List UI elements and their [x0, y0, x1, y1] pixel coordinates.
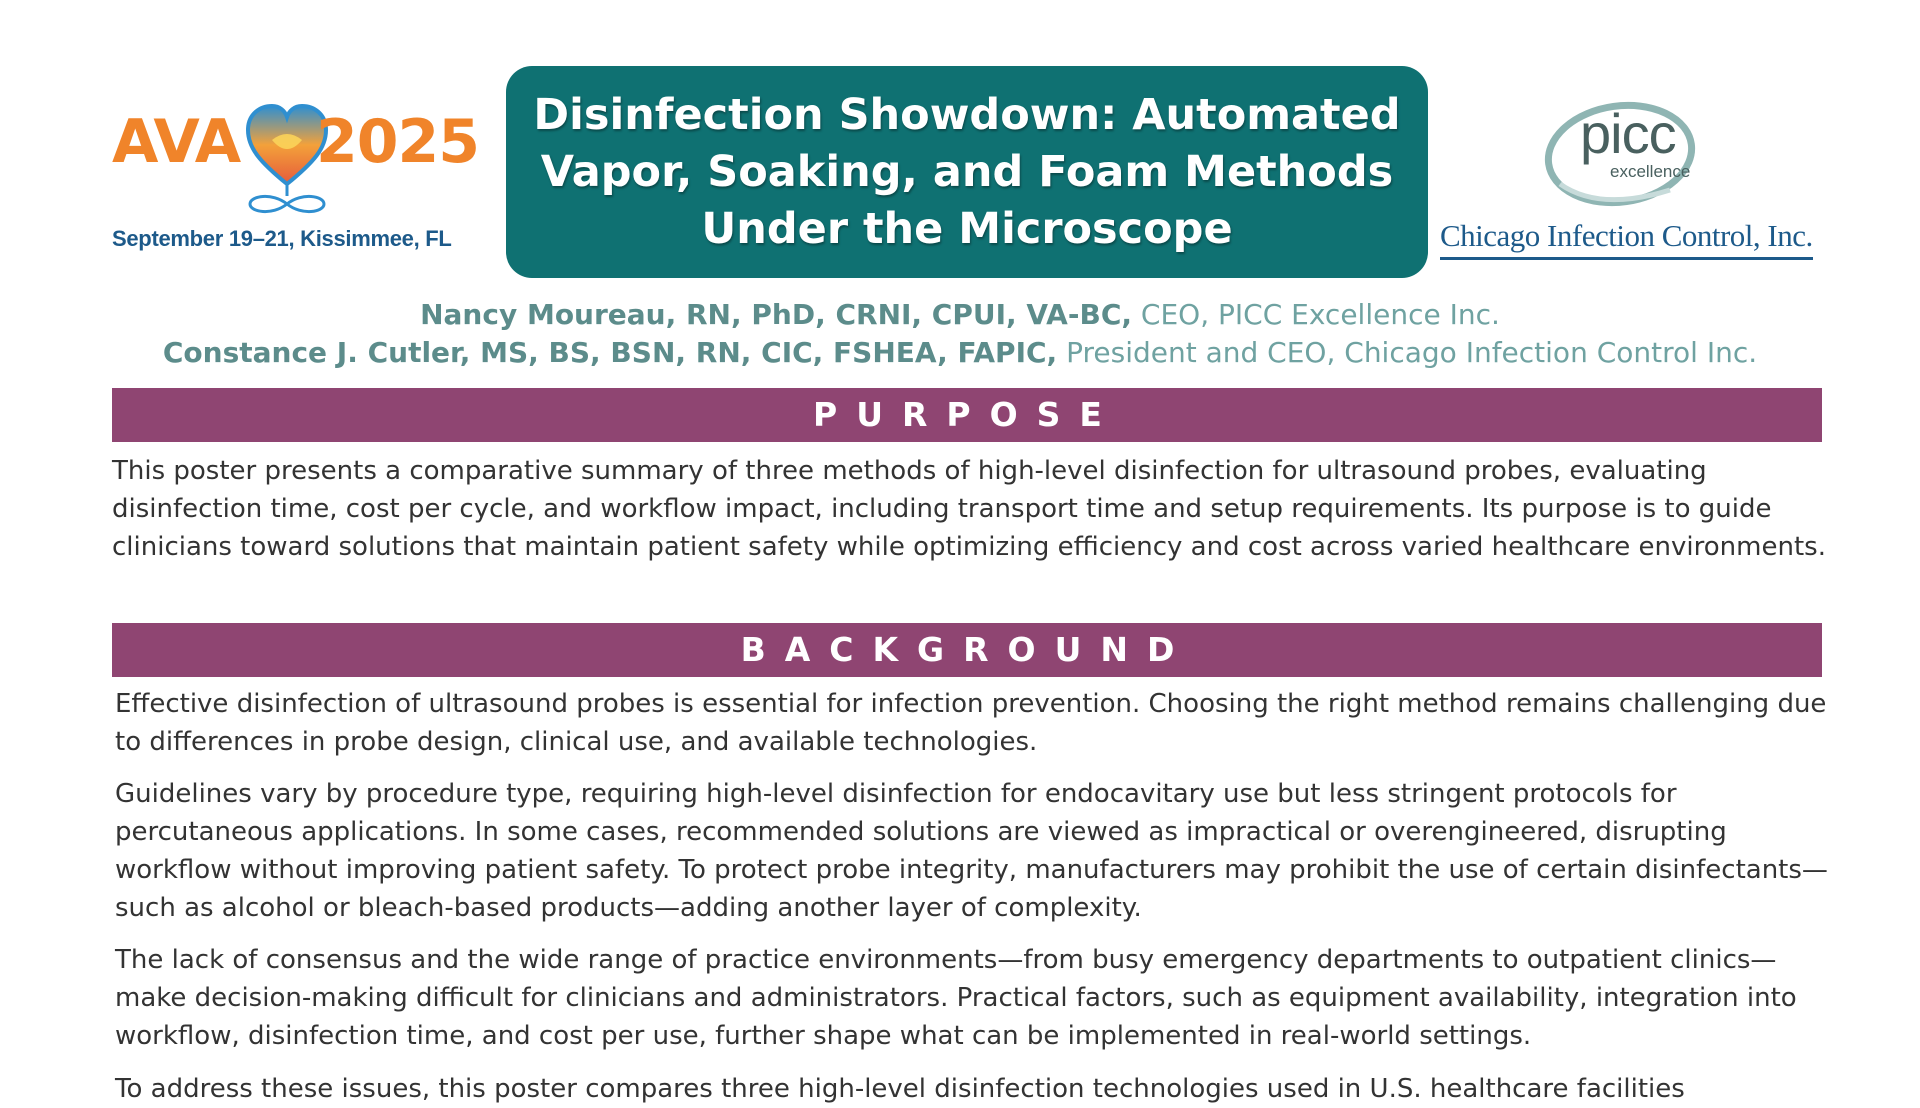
poster-title-box	[506, 66, 1428, 278]
purpose-text: This poster presents a comparative summary of three methods of high-level disinfection for ultrasound probes, evaluating disinfection time, cost per cycle, and workflow impact, including transport time and setup requirements. Its purpose is to guide clinicians toward solutions that maintain patient safety while optimizing efficiency and cost across varied healthcare environments.	[112, 456, 1826, 562]
author-line-2	[112, 334, 1808, 372]
authors-block	[112, 296, 1808, 372]
title-line-1: Disinfection Showdown: Automated	[533, 89, 1401, 140]
picc-excellence-logo	[1440, 84, 1830, 264]
background-paragraph-2: Guidelines vary by procedure type, requiring high-level disinfection for endocavitary use but less stringent protocols for percutaneous applications. In some cases, recommended solutions are viewed as impractical or overengineered, disrupting workflow without improving patient safety. To protect probe integrity, manufacturers may prohibit the use of certain disinfectants—such as alcohol or bleach-based products—adding another layer of complexity.	[115, 779, 1828, 923]
poster-title	[517, 87, 1417, 258]
background-paragraph-1: Effective disinfection of ultrasound probes is essential for infection prevention. Choosing the right method remains challenging due to differences in probe design, clinical use, and available technologies.	[115, 689, 1827, 757]
background-heading: BACKGROUND	[112, 623, 1822, 677]
ava-logo-brand: AVA	[112, 107, 241, 177]
company-name: Chicago Infection Control, Inc.	[1440, 218, 1813, 260]
author-role: CEO, PICC Excellence Inc.	[1140, 298, 1500, 331]
author-name: Nancy Moureau, RN, PhD, CRNI, CPUI, VA-BC,	[420, 298, 1133, 331]
ava-2025-logo	[112, 100, 484, 260]
background-paragraph-3: The lack of consensus and the wide range of practice environments—from busy emergency departments to outpatient clinics—make decision-making difficult for clinicians and administrators. Practical factors, such as equipment availability, integration into workflow, disinfection time, and cost per use, further shape what can be implemented in real-world settings.	[115, 945, 1797, 1051]
purpose-heading: PURPOSE	[112, 388, 1822, 442]
title-line-2: Vapor, Soaking, and Foam Methods	[540, 146, 1394, 197]
background-paragraph-4: To address these issues, this poster compares three high-level disinfection technologies used in U.S. healthcare facilities	[115, 1074, 1685, 1104]
author-name: Constance J. Cutler, MS, BS, BSN, RN, CIC, FSHEA, FAPIC,	[162, 336, 1058, 369]
picc-logo-sub: excellence	[1610, 162, 1691, 181]
title-line-3: Under the Microscope	[701, 203, 1233, 254]
picc-logo-word: picc	[1580, 102, 1676, 165]
author-role: President and CEO, Chicago Infection Control Inc.	[1066, 336, 1758, 369]
ava-logo-year: 2025	[316, 107, 479, 177]
author-line-1	[112, 296, 1808, 334]
event-date: September 19–21, Kissimmee, FL	[112, 226, 452, 251]
